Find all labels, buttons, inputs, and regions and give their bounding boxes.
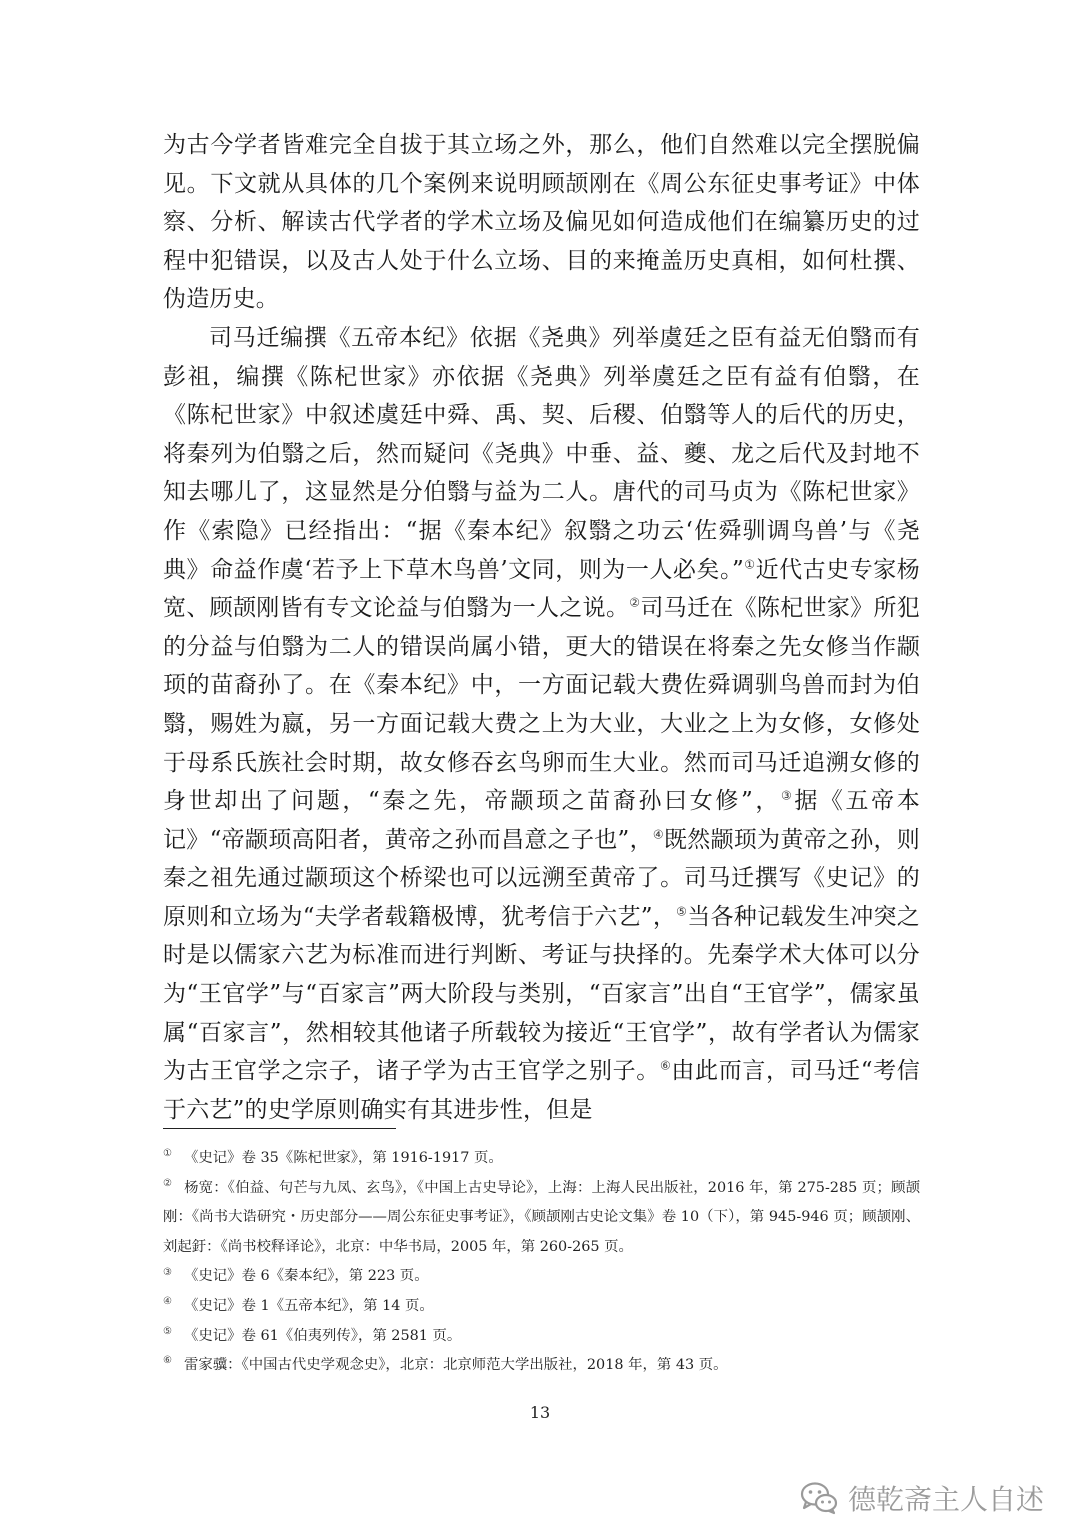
footnote-text: 《史记》卷 35《陈杞世家》，第 1916-1917 页。 — [183, 1150, 503, 1166]
footnote-reference: ⑥ — [659, 1058, 672, 1073]
footnote-reference: ③ — [780, 788, 795, 803]
footnote-mark: ④ — [163, 1296, 172, 1308]
text-segment: 近代古史专家杨宽、顾颉刚皆有专文论益与伯翳为一人之说。 — [163, 556, 921, 622]
text-segment: 司马迁编撰《五帝本纪》依据《尧典》列举虞廷之臣有益无伯翳而有彭祖，编撰《陈杞世家》亦依据《尧典》列举虞廷之臣有益有伯翳，在《陈杞世家》中叙述虞廷中舜、禹、契、后稷、伯翳等人的后代的历史，将秦列为伯翳之后，然而疑问《尧典》中垂、益、夔、龙之后代及封地不知去哪儿了，这显然是分伯翳与益为二人。唐代的司马贞为《陈杞世家》作《索隐》已经指出：“据《秦本纪》叙翳之功云‘佐舜驯调鸟兽’与《尧典》命益作虞‘若予上下草木鸟兽’文同，则为一人必矣。” — [163, 324, 920, 583]
body-paragraph — [163, 319, 920, 1129]
footnote — [163, 1292, 920, 1322]
footnote-text: 雷家骥：《中国古代史学观念史》，北京：北京师范大学出版社，2018 年，第 43 页。 — [183, 1357, 728, 1374]
footnote-mark: ② — [163, 1177, 173, 1189]
watermark — [800, 1478, 1044, 1518]
footnote-text: 杨宽：《伯益、句芒与九凤、玄鸟》，《中国上古史导论》，上海：上海人民出版社，2016 年，第 275-285 页；顾颉刚：《尚书大诰研究・历史部分——周公东征史事考证》，《顾颉刚古史论文集》卷 10（下），第 945-946 页；顾颉刚、刘起釪：《尚书校释译论》，北京：中华书局，2005 年，第 260-265 页。 — [163, 1179, 920, 1255]
footnote-text: 《史记》卷 1《五帝本纪》，第 14 页。 — [183, 1297, 434, 1314]
footnote-mark: ③ — [163, 1266, 172, 1278]
text-segment: 为古今学者皆难完全自拔于其立场之外，那么，他们自然难以完全摆脱偏见。下文就从具体的几个案例来说明顾颉刚在《周公东征史事考证》中体察、分析、解读古代学者的学术立场及偏见如何造成他们在编纂历史的过程中犯错误，以及古人处于什么立场、目的来掩盖历史真相，如何杜撰、伪造历史。 — [163, 132, 920, 313]
page-number: 13 — [529, 1403, 551, 1422]
footnotes — [163, 1144, 920, 1381]
footnote — [163, 1322, 920, 1352]
text-segment: 据《五帝本记》“帝颛顼高阳者，黄帝之孙而昌意之子也”， — [163, 788, 920, 853]
footnote — [163, 1262, 920, 1292]
footnote — [163, 1174, 920, 1263]
text-segment: 司马迁在《陈杞世家》所犯的分益与伯翳为二人的错误尚属小错，更大的错误在将秦之先女修当作颛顼的苗裔孙了。在《秦本纪》中，一方面记载大费佐舜调驯鸟兽而封为伯翳，赐姓为嬴，另一方面记载大费之上为大业，大业之上为女修，女修处于母系氏族社会时期，故女修吞玄鸟卵而生大业。然而司马迁追溯女修的身世却出了问题，“秦之先，帝颛顼之苗裔孙曰女修”， — [163, 595, 920, 815]
wechat-icon — [800, 1481, 838, 1515]
footnote-text: 《史记》卷 6《秦本纪》，第 223 页。 — [183, 1268, 429, 1285]
footnote-reference: ⑤ — [676, 904, 688, 919]
footnote-mark: ⑤ — [163, 1325, 172, 1337]
footnote-mark: ① — [163, 1148, 172, 1160]
text-segment: 当各种记载发生冲突之时是以儒家六艺为标准而进行判断、考证与抉择的。先秦学术大体可以分为“王官学”与“百家言”两大阶段与类别，“百家言”出自“王官学”，儒家虽属“百家言”，然相较其他诸子所载较为接近“王官学”，故有学者认为儒家为古王官学之宗子，诸子学为古王官学之别子。 — [163, 903, 920, 1085]
footnote-text: 《史记》卷 61《伯夷列传》，第 2581 页。 — [183, 1327, 462, 1344]
footnote-reference: ② — [629, 595, 641, 610]
footnote — [163, 1144, 920, 1174]
watermark-text: 德乾斋主人自述 — [847, 1483, 1044, 1516]
text-segment: 既然颛顼为黄帝之孙，则秦之祖先通过颛顼这个桥梁也可以远溯至黄帝了。司马迁撰写《史记》的原则和立场为“夫学者载籍极博，犹考信于六艺”， — [163, 826, 920, 930]
footnote-reference: ① — [743, 556, 756, 571]
footnote — [163, 1351, 920, 1381]
footnote-divider — [163, 1128, 396, 1129]
footnote-reference: ④ — [652, 827, 664, 842]
footnote-mark: ⑥ — [163, 1355, 172, 1367]
body-text — [163, 126, 920, 1129]
text-segment: 由此而言，司马迁“考信于六艺”的史学原则确实有其进步性，但是 — [163, 1058, 920, 1123]
body-paragraph — [163, 126, 920, 319]
